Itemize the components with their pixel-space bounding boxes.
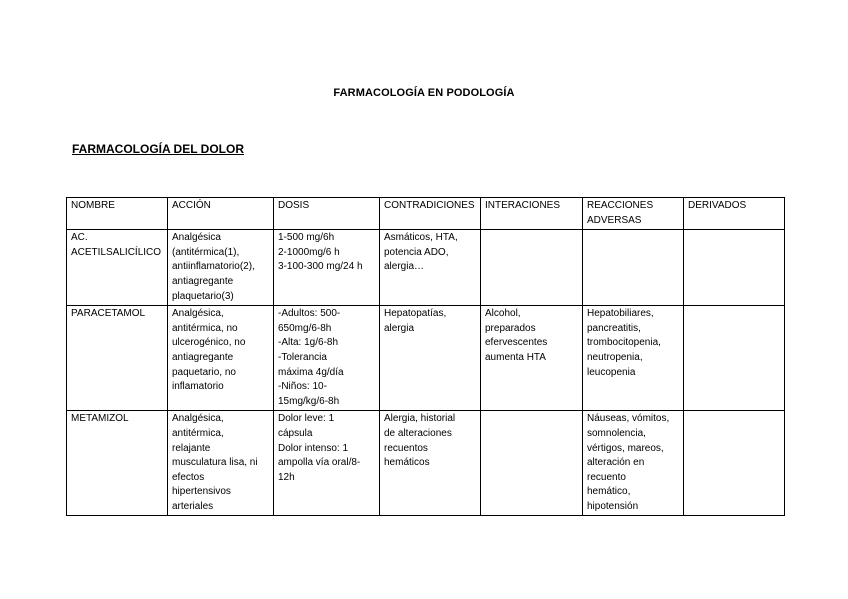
cell-reacciones xyxy=(583,411,684,516)
cell-text-line: inflamatorio xyxy=(172,381,224,393)
cell-text-line: potencia ADO, xyxy=(384,246,449,258)
cell-text-line: 650mg/6-8h xyxy=(278,322,332,334)
cell-text-line: antiagregante xyxy=(172,275,234,287)
cell-text-line: -Adultos: 500- xyxy=(278,308,341,320)
cell-reacciones xyxy=(583,306,684,411)
cell-text-line: relajante xyxy=(172,442,211,454)
cell-contradiciones xyxy=(380,306,481,411)
cell-nombre xyxy=(67,411,168,516)
cell-text-line: antitérmica, xyxy=(172,427,224,439)
cell-text-line: antitérmica, no xyxy=(172,322,238,334)
cell-text-line: musculatura lisa, ni xyxy=(172,457,258,469)
table-header-row xyxy=(67,198,785,230)
cell-interaciones xyxy=(481,411,583,516)
cell-text-line: antiinflamatorio(2), xyxy=(172,261,255,273)
cell-text-line: 15mg/kg/6-8h xyxy=(278,395,340,407)
cell-interaciones xyxy=(481,306,583,411)
table-row xyxy=(67,230,785,306)
cell-accion xyxy=(168,306,274,411)
cell-text-line: alergia xyxy=(384,322,415,334)
cell-text-line: máxima 4g/día xyxy=(278,366,344,378)
header-dosis: DOSIS xyxy=(274,198,380,230)
cell-text-line: recuento xyxy=(587,471,626,483)
cell-text-line: neutropenia, xyxy=(587,351,643,363)
cell-text-line: AC. xyxy=(71,232,88,244)
cell-text-line: alergia… xyxy=(384,261,425,273)
cell-text-line: trombocitopenia, xyxy=(587,337,661,349)
cell-text-line: arteriales xyxy=(172,500,214,512)
cell-text-line: 3-100-300 mg/24 h xyxy=(278,261,363,273)
cell-text-line: aumenta HTA xyxy=(485,351,546,363)
table-row xyxy=(67,306,785,411)
cell-accion xyxy=(168,411,274,516)
cell-derivados xyxy=(684,230,785,306)
cell-accion xyxy=(168,230,274,306)
cell-text-line: 12h xyxy=(278,471,295,483)
cell-text-line: leucopenia xyxy=(587,366,636,378)
cell-text-line: ampolla vía oral/8- xyxy=(278,457,361,469)
cell-derivados xyxy=(684,306,785,411)
cell-text-line: Analgésica xyxy=(172,232,221,244)
cell-text-line: efervescentes xyxy=(485,337,548,349)
cell-text-line: Dolor intenso: 1 xyxy=(278,442,349,454)
cell-text-line: (antitérmica(1), xyxy=(172,246,240,258)
cell-text-line: ACETILSALICÍLICO xyxy=(71,246,162,258)
header-reacciones-line: REACCIONES xyxy=(587,200,654,211)
header-interaciones: INTERACIONES xyxy=(481,198,583,230)
cell-text-line: paquetario, no xyxy=(172,366,236,378)
cell-text-line: Dolor leve: 1 xyxy=(278,413,335,425)
cell-text-line: METAMIZOL xyxy=(71,413,129,425)
cell-nombre xyxy=(67,306,168,411)
cell-text-line: preparados xyxy=(485,322,536,334)
cell-text-line: vértigos, mareos, xyxy=(587,442,664,454)
header-nombre: NOMBRE xyxy=(67,198,168,230)
cell-text-line: Asmáticos, HTA, xyxy=(384,232,458,244)
cell-text-line: Alcohol, xyxy=(485,308,521,320)
cell-text-line: Analgésica, xyxy=(172,413,224,425)
cell-dosis xyxy=(274,230,380,306)
document-title: FARMACOLOGÍA EN PODOLOGÍA xyxy=(333,87,515,99)
cell-text-line: hemático, xyxy=(587,486,631,498)
cell-text-line: Náuseas, vómitos, xyxy=(587,413,670,425)
cell-text-line: hipertensivos xyxy=(172,486,231,498)
cell-text-line: Alergia, historial xyxy=(384,413,456,425)
cell-reacciones xyxy=(583,230,684,306)
cell-contradiciones xyxy=(380,411,481,516)
cell-text-line: cápsula xyxy=(278,427,313,439)
cell-text-line: somnolencia, xyxy=(587,427,646,439)
cell-text-line: -Tolerancia xyxy=(278,351,327,363)
header-reacciones-line: ADVERSAS xyxy=(587,214,642,226)
pharmacology-table xyxy=(66,197,785,516)
cell-text-line: hemáticos xyxy=(384,457,430,469)
table-row xyxy=(67,411,785,516)
cell-interaciones xyxy=(481,230,583,306)
cell-text-line: Hepatopatías, xyxy=(384,308,447,320)
cell-nombre xyxy=(67,230,168,306)
cell-text-line: Analgésica, xyxy=(172,308,224,320)
cell-text-line: de alteraciones xyxy=(384,427,452,439)
cell-text-line: 2-1000mg/6 h xyxy=(278,246,340,258)
cell-text-line: ulcerogénico, no xyxy=(172,337,246,349)
header-accion: ACCIÓN xyxy=(168,198,274,230)
cell-text-line: PARACETAMOL xyxy=(71,308,146,320)
cell-dosis xyxy=(274,411,380,516)
cell-contradiciones xyxy=(380,230,481,306)
header-contradiciones: CONTRADICIONES xyxy=(380,198,481,230)
cell-text-line: Hepatobiliares, xyxy=(587,308,654,320)
section-title: FARMACOLOGÍA DEL DOLOR xyxy=(72,142,244,156)
cell-text-line: efectos xyxy=(172,471,205,483)
cell-dosis xyxy=(274,306,380,411)
cell-text-line: 1-500 mg/6h xyxy=(278,232,335,244)
cell-text-line: hipotensión xyxy=(587,500,639,512)
cell-text-line: -Niños: 10- xyxy=(278,381,327,393)
cell-text-line: pancreatitis, xyxy=(587,322,641,334)
cell-text-line: plaquetario(3) xyxy=(172,290,234,302)
cell-derivados xyxy=(684,411,785,516)
cell-text-line: antiagregante xyxy=(172,351,234,363)
cell-text-line: -Alta: 1g/6-8h xyxy=(278,337,339,349)
cell-text-line: alteración en xyxy=(587,457,645,469)
header-reacciones xyxy=(583,198,684,230)
header-derivados: DERIVADOS xyxy=(684,198,785,230)
cell-text-line: recuentos xyxy=(384,442,428,454)
